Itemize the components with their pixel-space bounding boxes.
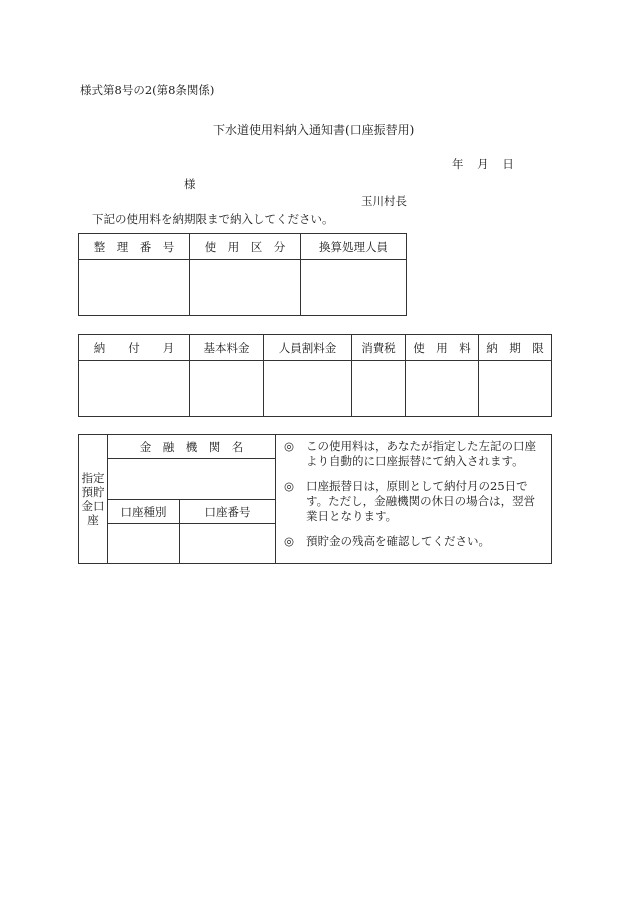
double-circle-icon: ◎ <box>284 479 295 493</box>
reference-table-row <box>79 260 407 316</box>
header-reference-number: 整 理 番 号 <box>79 234 190 260</box>
header-due-date: 納 期 限 <box>479 335 552 361</box>
bank-account-table <box>78 434 552 564</box>
header-converted-persons: 換算処理人員 <box>301 234 407 260</box>
date-year-label: 年 <box>452 157 464 171</box>
document-title: 下水道使用料納入通知書(口座振替用) <box>213 123 415 137</box>
note-text: この使用料は，あなたが指定した左記の口座より自動的に口座振替にて納入されます。 <box>306 439 536 468</box>
header-usage-fee: 使 用 料 <box>406 335 479 361</box>
double-circle-icon: ◎ <box>284 534 295 548</box>
payment-month-cell <box>79 361 190 417</box>
fee-table-row <box>79 361 552 417</box>
reference-table <box>78 233 407 316</box>
note-text: 預貯金の残高を確認してください。 <box>306 534 490 548</box>
bank-name-label: 金 融 機 関 名 <box>108 435 276 459</box>
account-number-label: 口座番号 <box>180 500 276 524</box>
usage-fee-cell <box>406 361 479 417</box>
date-month-label: 月 <box>477 157 489 171</box>
account-type-label: 口座種別 <box>108 500 180 524</box>
addressee-suffix: 様 <box>184 177 196 191</box>
note-item <box>284 439 545 469</box>
consumption-tax-cell <box>352 361 406 417</box>
header-per-person-fee: 人員割料金 <box>264 335 352 361</box>
designated-account-label: 指定預貯金口座 <box>79 435 108 564</box>
per-person-fee-cell <box>264 361 352 417</box>
issuer-name: 玉川村長 <box>361 194 407 208</box>
converted-persons-cell <box>301 260 407 316</box>
notes-cell <box>276 435 552 564</box>
header-payment-month: 納 付 月 <box>79 335 190 361</box>
date-day-label: 日 <box>502 157 514 171</box>
account-type-cell <box>108 524 180 564</box>
fee-table <box>78 334 552 417</box>
reference-number-cell <box>79 260 190 316</box>
fee-table-header-row <box>79 335 552 361</box>
header-usage-category: 使 用 区 分 <box>190 234 301 260</box>
double-circle-icon: ◎ <box>284 439 295 453</box>
due-date-cell <box>479 361 552 417</box>
account-number-cell <box>180 524 276 564</box>
note-item <box>284 479 545 524</box>
instruction-text: 下記の使用料を納期限まで納入してください。 <box>92 212 334 226</box>
date-line <box>452 156 514 172</box>
note-text: 口座振替日は，原則として納付月の25日です。ただし，金融機関の休日の場合は，翌営業日となります。 <box>306 479 536 523</box>
basic-fee-cell <box>190 361 264 417</box>
reference-table-header-row <box>79 234 407 260</box>
usage-category-cell <box>190 260 301 316</box>
bank-name-cell <box>108 459 276 500</box>
header-basic-fee: 基本料金 <box>190 335 264 361</box>
form-number: 様式第8号の2(第8条関係) <box>80 83 215 97</box>
header-consumption-tax: 消費税 <box>352 335 406 361</box>
note-item <box>284 534 545 549</box>
